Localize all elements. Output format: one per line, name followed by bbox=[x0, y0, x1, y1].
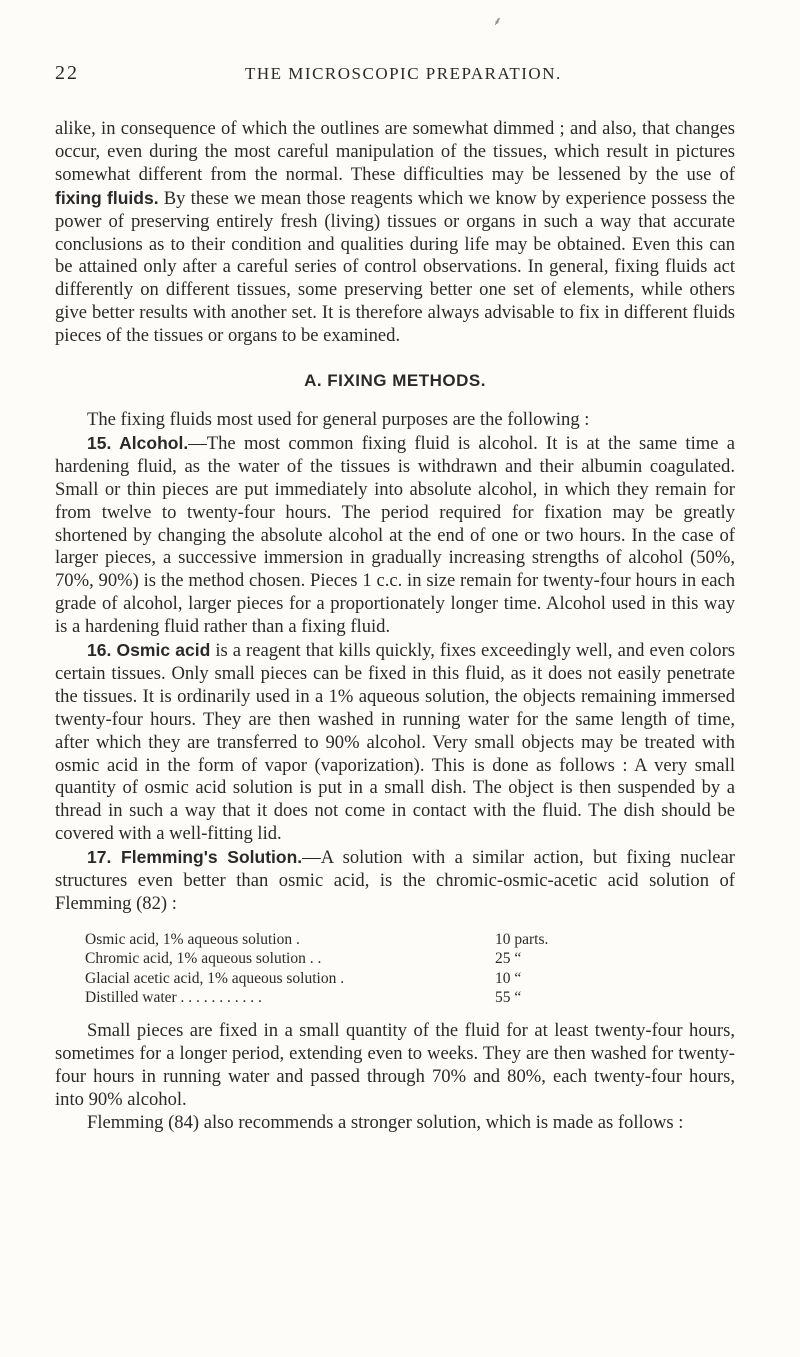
item-16-text: is a reagent that kills quickly, fixes exceedingly well, and even colors certain tissues. Only small pieces can be fixed in this fluid, as it does not easily penetrate the tissues. It is ordinarily used in a 1% aqueous solution, the objects remaining immersed twenty-four hours. They are then washed in running water for the same length of time, after which they are transferred to 90% alcohol. Very small objects may be treated with osmic acid in the form of vapor (vaporization). This is done as follows : A very small quantity of osmic acid solution is put in a small dish. The object is then suspended by a thread in such a way that it does not come in contact with the fluid. The dish should be covered with a well-fitting lid. bbox=[55, 640, 735, 845]
running-head: THE MICROSCOPIC PREPARATION. bbox=[245, 64, 562, 83]
item-15 bbox=[55, 432, 735, 639]
recipe-amount: 25 “ bbox=[495, 950, 522, 968]
recipe-ingredient: Distilled water . . . . . . . . . . . bbox=[85, 989, 262, 1007]
intro-text-1: alike, in consequence of which the outlines are somewhat dimmed ; and also, that changes occur, even during the most careful manipulation of the tissues, which result in pictures somewhat different from the normal. These difficulties may be lessened by the use of bbox=[55, 118, 735, 185]
recipe-amount: 10 parts. bbox=[495, 930, 549, 948]
top-mark: ⸙ bbox=[493, 14, 503, 28]
recipe-row bbox=[85, 988, 555, 1008]
item-15-label: 15. Alcohol. bbox=[87, 432, 189, 453]
recipe-ingredient: Chromic acid, 1% aqueous solution . . bbox=[85, 950, 322, 968]
item-15-text: —The most common fixing fluid is alcohol. It is at the same time a hardening fluid, as the water of the tissues is withdrawn and their albumin coagulated. Small or thin pieces are put immediately into absolute alcohol, in which they remain for from twelve to twenty-four hours. The period required for fixation may be greatly shortened by changing the absolute alcohol at the end of one or two hours. In the case of larger pieces, a successive immersion in gradually increasing strengths of alcohol (50%, 70%, 90%) is the method chosen. Pieces 1 c.c. in size remain for twenty-four hours in each grade of alcohol, larger pieces for a proportionately longer time. Alcohol used in this way is a hardening fluid rather than a fixing fluid. bbox=[55, 432, 735, 638]
recipe-row bbox=[85, 969, 555, 989]
closing-paragraph: Flemming (84) also recommends a stronger solution, which is made as follows : bbox=[87, 1111, 684, 1133]
recipe-row bbox=[85, 949, 555, 969]
section-intro: The fixing fluids most used for general purposes are the following : bbox=[87, 408, 590, 430]
page-number: 22 bbox=[55, 62, 79, 84]
item-17-label: 17. Flemming's Solution. bbox=[87, 847, 303, 868]
fixing-fluids-term: fixing fluids. bbox=[55, 187, 159, 208]
page-header bbox=[55, 62, 735, 86]
intro-text-2: By these we mean those reagents which we know by experience possess the power of preserving entirely fresh (living) tissues or organs in such a way that accurate conclusions as to their condition and qualities during life may be obtained. Even this can be attained only after a careful series of control observations. In general, fixing fluids act differently on different tissues, some preserving better one set of elements, while others give better results with another set. It is therefore always advisable to fix in different fluids pieces of the tissues or organs to be examined. bbox=[55, 187, 735, 347]
recipe-amount: 55 “ bbox=[495, 989, 522, 1007]
item-16 bbox=[55, 639, 735, 846]
recipe-amount: 10 “ bbox=[495, 969, 522, 987]
item-16-label: 16. Osmic acid bbox=[87, 640, 211, 661]
section-heading: A. FIXING METHODS. bbox=[304, 371, 486, 391]
recipe-ingredient: Glacial acetic acid, 1% aqueous solution . bbox=[85, 969, 345, 987]
recipe-ingredient: Osmic acid, 1% aqueous solution . bbox=[85, 930, 300, 948]
intro-paragraph bbox=[55, 118, 735, 348]
item-17-text: —A solution with a similar action, but fixing nuclear structures even better than osmic acid, is the chromic-osmic-acetic acid solution of Flemming (82) : bbox=[55, 847, 735, 914]
after-recipe-paragraph: Small pieces are fixed in a small quantity of the fluid for at least twenty-four hours, sometimes for a longer period, extending even to weeks. They are then washed for twenty-four hours in running water and passed through 70% and 80%, each twenty-four hours, into 90% alcohol. bbox=[55, 1019, 735, 1110]
recipe-table bbox=[85, 930, 555, 1008]
recipe-row bbox=[85, 930, 555, 950]
body-text bbox=[55, 118, 735, 1134]
item-17 bbox=[55, 846, 735, 916]
